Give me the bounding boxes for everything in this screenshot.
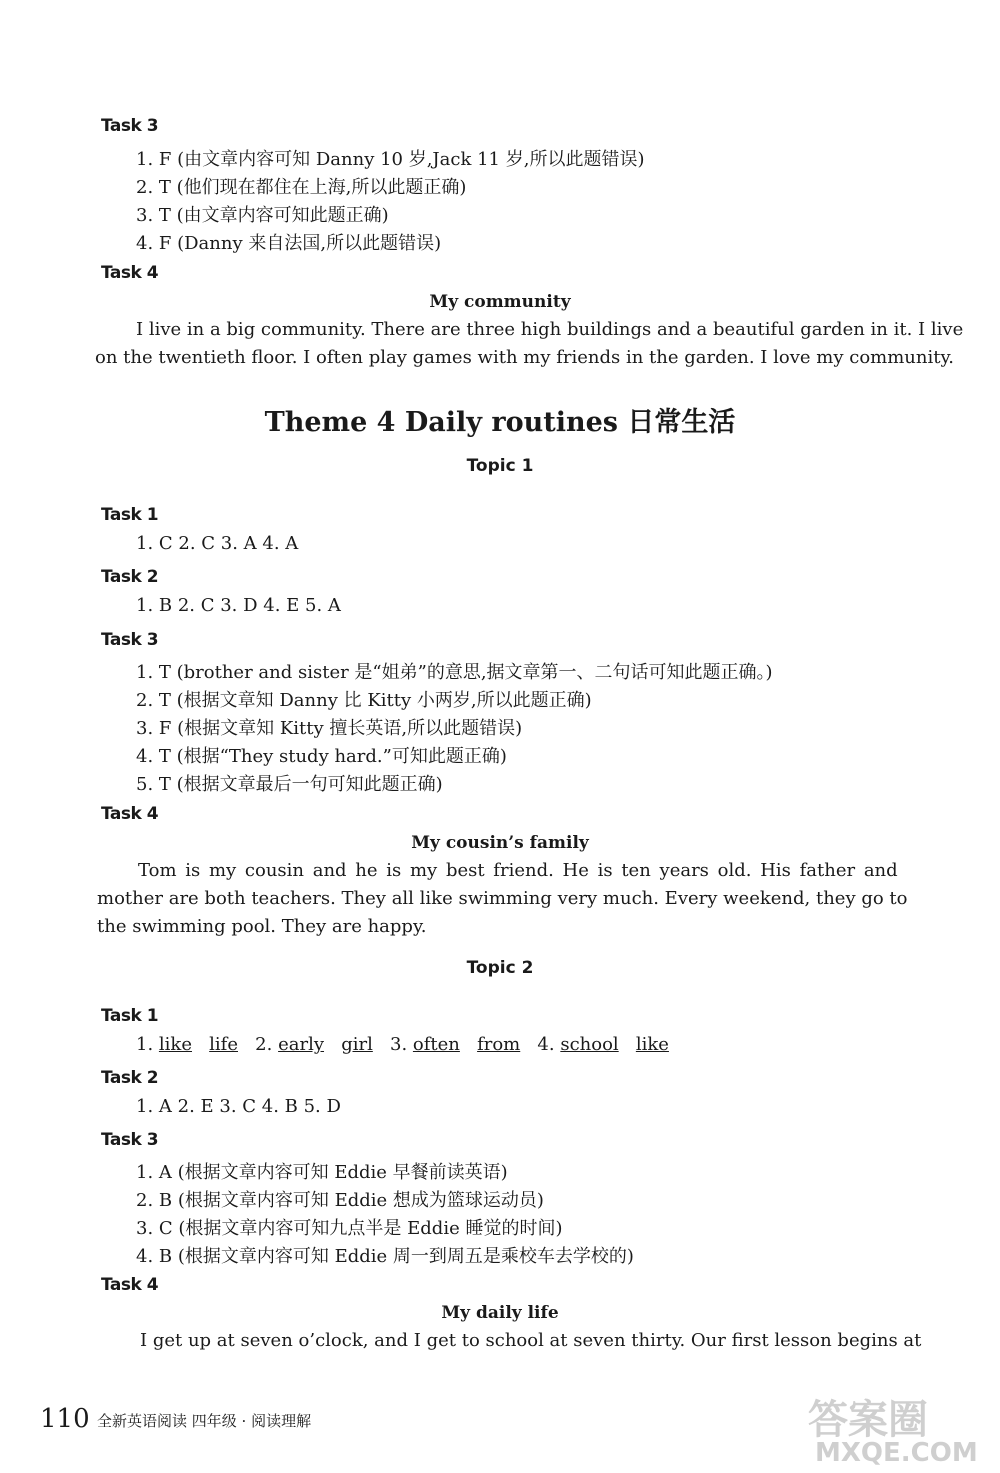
passage-line: Tom is my cousin and he is my best friend. He is ten years old. His father and <box>138 860 898 881</box>
task3-heading: Task 3 <box>101 630 159 650</box>
passage-title: My community <box>429 292 571 312</box>
passage-title: My cousin’s family <box>411 833 589 853</box>
answer-line: 4. F (Danny 来自法国,所以此题错误) <box>136 233 442 254</box>
watermark-url: MXQE.COM <box>815 1438 978 1468</box>
task3-heading: Task 3 <box>101 116 159 136</box>
topic-heading: Topic 1 <box>466 456 534 476</box>
theme-title: Theme 4 Daily routines 日常生活 <box>264 407 736 438</box>
answer-word: from <box>477 1034 521 1055</box>
item-number: 3. <box>390 1034 408 1055</box>
page-number: 110 <box>40 1404 90 1434</box>
answer-line: 3. F (根据文章知 Kitty 擅长英语,所以此题错误) <box>136 718 523 739</box>
answer-line: 4. B (根据文章内容可知 Eddie 周一到周五是乘校车去学校的) <box>136 1246 634 1267</box>
task2-heading: Task 2 <box>101 567 159 587</box>
task3-heading: Task 3 <box>101 1130 159 1150</box>
answer-word: often <box>412 1034 460 1055</box>
topic-heading: Topic 2 <box>466 958 534 978</box>
passage-line: on the twentieth floor. I often play games with my friends in the garden. I love my community. <box>95 347 954 368</box>
answer-word: school <box>560 1034 619 1055</box>
answer-word: early <box>278 1034 325 1055</box>
answer-line: 4. T (根据“They study hard.”可知此题正确) <box>136 746 507 767</box>
passage-line: mother are both teachers. They all like swimming very much. Every weekend, they go to <box>97 888 908 909</box>
answer-line: 1. B 2. C 3. D 4. E 5. A <box>136 595 341 616</box>
answer-line: 1. A 2. E 3. C 4. B 5. D <box>136 1096 341 1117</box>
answer-line: 2. B (根据文章内容可知 Eddie 想成为篮球运动员) <box>136 1190 544 1211</box>
answer-line: 2. T (他们现在都住在上海,所以此题正确) <box>136 177 467 198</box>
answer-word: like <box>158 1034 192 1055</box>
task1-heading: Task 1 <box>101 505 159 525</box>
answer-line: 2. T (根据文章知 Danny 比 Kitty 小两岁,所以此题正确) <box>136 690 592 711</box>
item-number: 1. <box>136 1034 154 1055</box>
task4-heading: Task 4 <box>101 1275 159 1295</box>
passage-line: I get up at seven o’clock, and I get to school at seven thirty. Our first lesson begins at <box>140 1330 922 1351</box>
watermark-logo: 答案圈 <box>808 1397 928 1443</box>
answer-line: 3. C (根据文章内容可知九点半是 Eddie 睡觉的时间) <box>136 1218 563 1239</box>
answer-line <box>136 1034 669 1055</box>
passage-line: I live in a big community. There are three high buildings and a beautiful garden in it. I live <box>136 319 964 340</box>
answer-line: 1. F (由文章内容可知 Danny 10 岁,Jack 11 岁,所以此题错误) <box>136 149 645 170</box>
answer-word: girl <box>341 1034 373 1055</box>
passage-line: the swimming pool. They are happy. <box>97 916 427 937</box>
task4-heading: Task 4 <box>101 804 159 824</box>
answer-word: like <box>635 1034 669 1055</box>
passage-title: My daily life <box>441 1303 559 1323</box>
answer-line: 5. T (根据文章最后一句可知此题正确) <box>136 774 443 795</box>
answer-line: 3. T (由文章内容可知此题正确) <box>136 205 389 226</box>
task1-heading: Task 1 <box>101 1006 159 1026</box>
answer-line: 1. C 2. C 3. A 4. A <box>136 533 299 554</box>
book-title: 全新英语阅读 四年级 · 阅读理解 <box>97 1412 312 1430</box>
item-number: 4. <box>537 1034 555 1055</box>
answer-line: 1. A (根据文章内容可知 Eddie 早餐前读英语) <box>136 1162 508 1183</box>
answer-word: life <box>209 1034 238 1055</box>
item-number: 2. <box>255 1034 273 1055</box>
task2-heading: Task 2 <box>101 1068 159 1088</box>
answer-line: 1. T (brother and sister 是“姐弟”的意思,据文章第一、二句话可知此题正确。) <box>136 662 773 683</box>
task4-heading: Task 4 <box>101 263 159 283</box>
